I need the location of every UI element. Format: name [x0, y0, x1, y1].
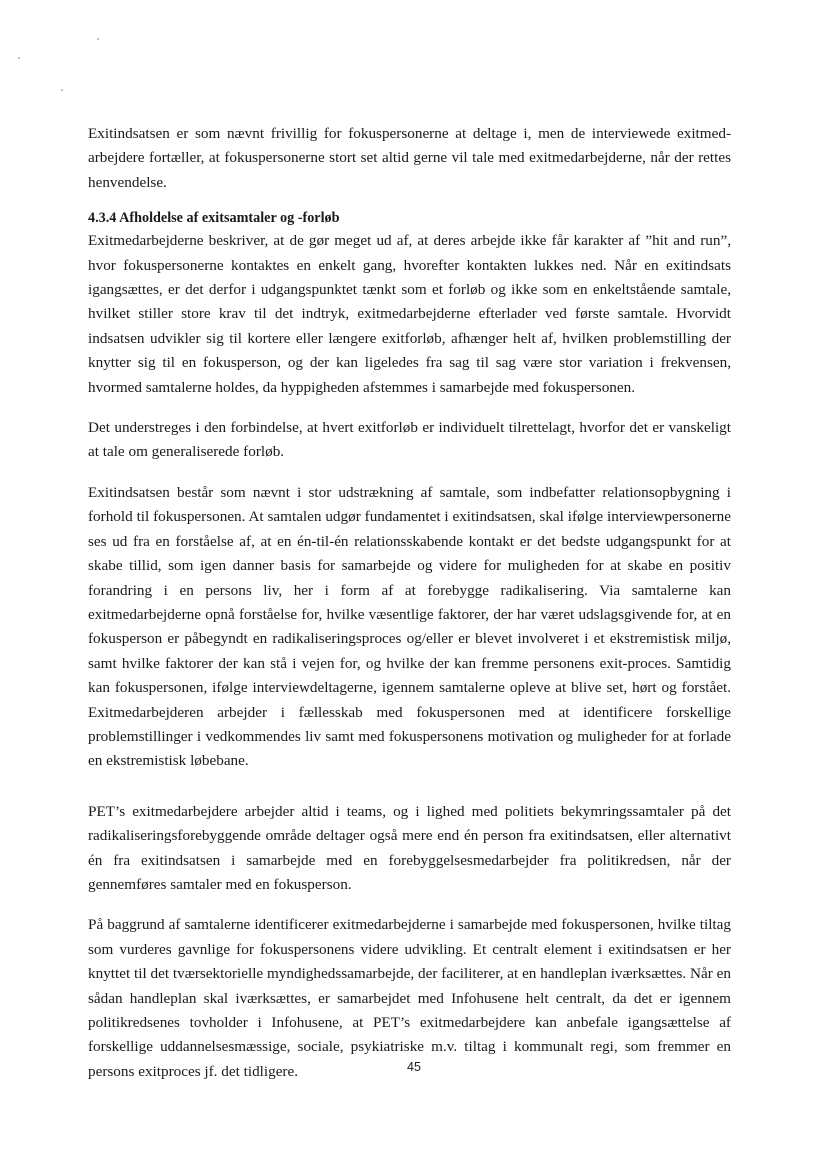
- page-number: 45: [407, 1060, 421, 1074]
- section-4-3-4: [88, 207, 731, 1084]
- body-paragraph: PET’s exitmedarbejdere arbejder altid i teams, og i lighed med politiets bekymringssamtaler på det radikaliseringsforebyggende område deltager også mere end én person fra exitindsatsen, eller alternativt én fra exitindsatsen i samarbejde med en forebyggelsesmedarbejder fra politikredsen, når der gennemføres samtaler med en fokusperson.: [88, 802, 731, 893]
- intro-paragraph: Exitindsatsen er som nævnt frivillig for fokuspersonerne at deltage i, men de interviewede exitmedarbejdere fortæller, at fokuspersonerne stort set altid gerne vil tale med exitmedarbejderne, når der rettes henvendelse.: [88, 125, 731, 191]
- scan-speck: [97, 38, 99, 40]
- document-page: [88, 122, 731, 1100]
- body-paragraph: Det understreges i den forbindelse, at hvert exitforløb er individuelt tilrettelagt, hvorfor det er vanskeligt at tale om generaliserede forløb.: [88, 419, 731, 461]
- body-paragraph: På baggrund af samtalerne identificerer exitmedarbejderne i samarbejde med fokuspersonen, hvilke tiltag som vurderes gavnlige for fokuspersonens videre udvikling. Et centralt element i exitindsatsen er her knyttet til det tværsektorielle myndighedssamarbejde, der faciliterer, at en handleplan iværksættes. Når en sådan handleplan skal iværksættes, er samarbejdet med Infohusene helt centralt, da det er igennem politikredsenes tovholder i Infohusene, at PET’s exitmedarbejdere kan anbefale igangsættelse af forskellige uddannelsesmæssige, sociale, psykiatriske m.v. tiltag i kommunalt regi, som fremmer en persons exitproces jf. det tidligere.: [88, 916, 731, 1080]
- section-heading: 4.3.4 Afholdelse af exitsamtaler og -forløb: [88, 210, 340, 227]
- scan-speck: [61, 89, 63, 91]
- body-paragraph: Exitindsatsen består som nævnt i stor udstrækning af samtale, som indbefatter relationsopbygning i forhold til fokuspersonen. At samtalen udgør fundamentet i exitindsatsen, skal ifølge interviewpersonerne ses ud fra en forståelse af, at en én-til-én relationsskabende kontakt er det bedste udgangspunkt for at skabe tillid, som igen danner basis for samarbejde og videre for muligheden for at skabe en positiv forandring i en persons liv, her i form af at forebygge radikalisering. Via samtalerne kan exitmedarbejderne opnå forståelse for, hvilke væsentlige faktorer, der har været udslagsgivende for, at en fokusperson er påbegyndt en radikaliseringsproces og/eller er blevet involveret i et ekstremistisk miljø, samt hvilke faktorer der kan stå i vejen for, og hvilke der kan fremme personens exit-proces. Samtidig kan fokuspersonen, ifølge interviewdeltagerne, igennem samtalerne opleve at blive set, hørt og forstået. Exitmedarbejderen arbejder i fællesskab med fokuspersonen med at identificere forskellige problemstillinger i vedkommendes liv samt med fokuspersonens motivation og muligheder for at forlade en ekstremistisk løbebane.: [88, 483, 731, 770]
- body-paragraph: Exitmedarbejderne beskriver, at de gør meget ud af, at deres arbejde ikke får karakter af ”hit and run”, hvor fokuspersonerne kontaktes en enkelt gang, hvorefter kontakten lukkes ned. Når en exitindsats igangsættes, er det derfor i udgangspunktet tænkt som et forløb og ikke som en enkeltstående samtale, hvilket stiller store krav til det indtryk, exitmedarbejderne efterlader ved første samtale. Hvorvidt indsatsen udvikler sig til kortere eller længere exitforløb, afhænger helt af, hvilken problemstilling der knytter sig til en fokusperson, og der kan ligeledes fra sag til sag være stor variation i frekvensen, hvormed samtalerne holdes, da hyppigheden afstemmes i samarbejde med fokuspersonen.: [88, 232, 731, 396]
- scan-speck: [18, 57, 20, 59]
